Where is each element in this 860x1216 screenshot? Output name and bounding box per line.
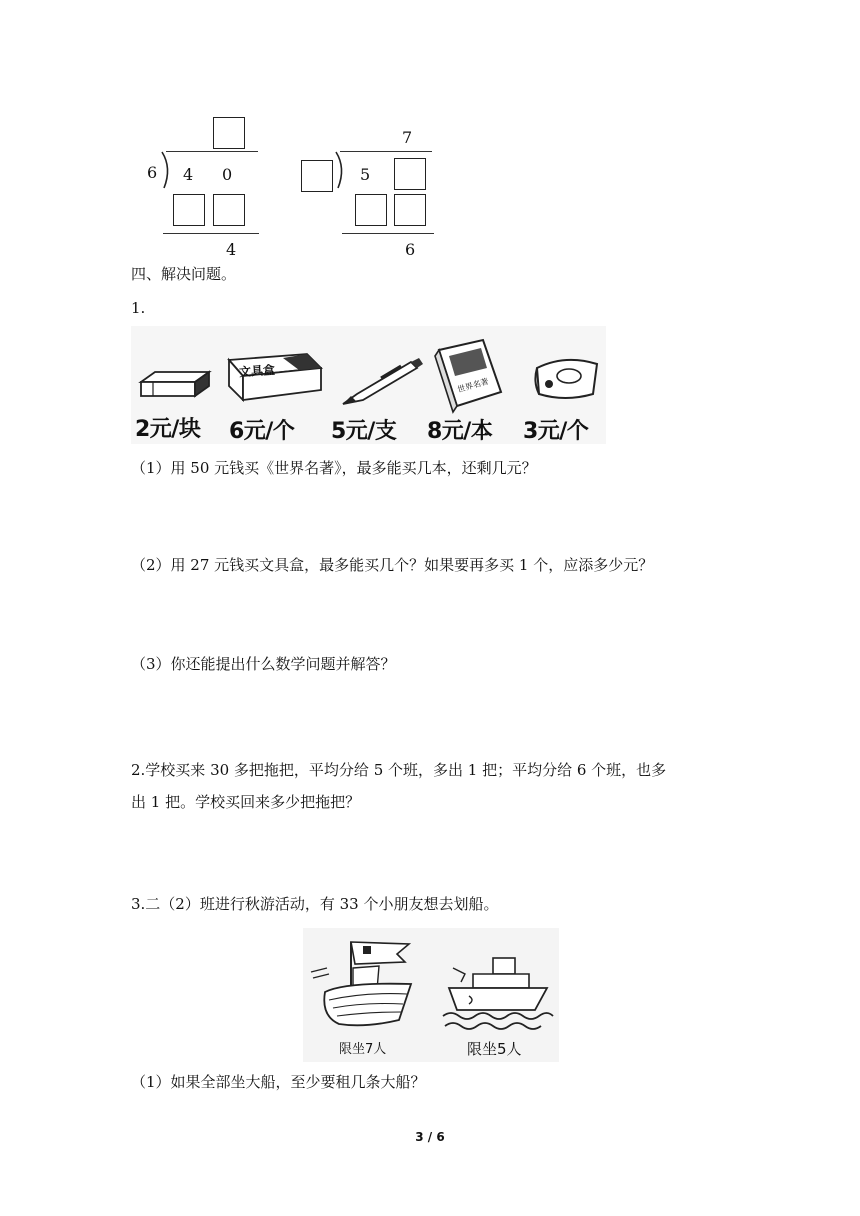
answer-box[interactable]: [394, 194, 426, 226]
question-number: 1.: [131, 299, 146, 317]
dividend-digit: 4: [183, 165, 194, 184]
q1-sub1: （1）用 50 元钱买《世界名著》，最多能买几本，还剩几元？: [131, 459, 537, 477]
division-bar: [166, 151, 258, 152]
price-items: [131, 326, 606, 444]
quotient: 7: [402, 128, 413, 147]
price-label: 3元/个: [523, 419, 589, 444]
division-bar: [340, 151, 432, 152]
division-bracket: [334, 150, 348, 190]
divisor: 6: [147, 163, 158, 182]
division-bracket: [160, 150, 174, 190]
remainder: 6: [405, 240, 416, 259]
q2-line2: 出 1 把。学校买回来多少把拖把？: [131, 793, 361, 811]
answer-box[interactable]: [213, 117, 245, 149]
answer-box[interactable]: [301, 160, 333, 192]
big-boat-icon: [305, 932, 423, 1036]
book-icon: [429, 336, 511, 416]
price-label: 2元/块: [135, 417, 201, 442]
price-label: 6元/个: [229, 419, 295, 444]
section-heading: 四、解决问题。: [131, 265, 237, 283]
q2-line1: 2.学校买来 30 多把拖把，平均分给 5 个班，多出 1 把；平均分给 6 个班，也多: [131, 761, 667, 779]
answer-box[interactable]: [355, 194, 387, 226]
q3-intro: 3.二（2）班进行秋游活动，有 33 个小朋友想去划船。: [131, 895, 499, 913]
remainder: 4: [226, 240, 237, 259]
answer-box[interactable]: [213, 194, 245, 226]
small-boat-label: 限坐5人: [467, 1040, 522, 1058]
answer-box[interactable]: [173, 194, 205, 226]
book-label: 世界名著: [456, 376, 490, 395]
subtraction-line: [163, 233, 259, 234]
page-number: 3 / 6: [415, 1130, 445, 1144]
sharpener-icon: [529, 354, 603, 406]
small-boat-icon: [439, 952, 557, 1036]
price-label: 5元/支: [331, 419, 397, 444]
answer-box[interactable]: [394, 158, 426, 190]
q1-sub3: （3）你还能提出什么数学问题并解答？: [131, 655, 396, 673]
subtraction-line: [342, 233, 434, 234]
pencil-box-icon: [221, 346, 333, 408]
pencil-box-label: 文具盒: [238, 362, 276, 380]
price-label: 8元/本: [427, 419, 493, 444]
big-boat-label: 限坐7人: [339, 1042, 387, 1057]
pen-icon: [337, 354, 427, 410]
q1-sub2: （2）用 27 元钱买文具盒，最多能买几个？如果要再多买 1 个，应添多少元？: [131, 556, 654, 574]
q3-sub1: （1）如果全部坐大船，至少要租几条大船？: [131, 1073, 426, 1091]
dividend-digit: 5: [360, 165, 371, 184]
dividend-digit: 0: [222, 165, 233, 184]
eraser-icon: [135, 364, 215, 404]
boats-illustration: [303, 928, 559, 1062]
